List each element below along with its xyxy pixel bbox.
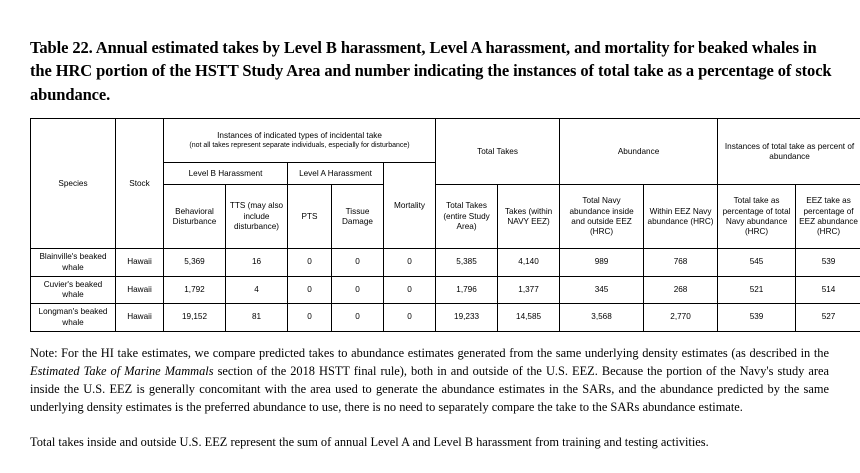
cell-stock: Hawaii bbox=[116, 304, 164, 332]
cell-tissue-damage: 0 bbox=[332, 276, 384, 304]
data-table bbox=[30, 118, 860, 332]
cell-behavioral-disturbance: 1,792 bbox=[164, 276, 226, 304]
group-header-instances-title: Instances of indicated types of incidental take bbox=[217, 131, 382, 141]
cell-total-takes-study-area: 1,796 bbox=[436, 276, 498, 304]
table-note-1 bbox=[30, 345, 829, 417]
cell-species: Cuvier's beaked whale bbox=[31, 276, 116, 304]
column-header-tissue-damage: Tissue Damage bbox=[332, 185, 384, 249]
cell-total-takes-study-area: 19,233 bbox=[436, 304, 498, 332]
table-header bbox=[31, 119, 860, 249]
cell-eez-take-percentage: 514 bbox=[796, 276, 860, 304]
column-header-total-takes-study-area: Total Takes (entire Study Area) bbox=[436, 185, 498, 249]
group-header-instances-percent: Instances of total take as percent of abundance bbox=[718, 119, 860, 185]
group-header-total-takes: Total Takes bbox=[436, 119, 560, 185]
cell-eez-take-percentage: 539 bbox=[796, 249, 860, 277]
group-header-instances bbox=[164, 119, 436, 163]
group-header-abundance: Abundance bbox=[560, 119, 718, 185]
cell-takes-navy-eez: 1,377 bbox=[498, 276, 560, 304]
cell-tts: 81 bbox=[226, 304, 288, 332]
column-header-mortality: Mortality bbox=[384, 163, 436, 249]
cell-within-eez-abundance: 2,770 bbox=[644, 304, 718, 332]
cell-species: Longman's beaked whale bbox=[31, 304, 116, 332]
cell-tts: 16 bbox=[226, 249, 288, 277]
cell-behavioral-disturbance: 19,152 bbox=[164, 304, 226, 332]
cell-mortality: 0 bbox=[384, 276, 436, 304]
column-header-behavioral-disturbance: Behavioral Disturbance bbox=[164, 185, 226, 249]
header-row-groups bbox=[31, 119, 860, 163]
cell-stock: Hawaii bbox=[116, 276, 164, 304]
cell-tissue-damage: 0 bbox=[332, 304, 384, 332]
cell-mortality: 0 bbox=[384, 304, 436, 332]
column-header-stock: Stock bbox=[116, 119, 164, 249]
cell-total-navy-abundance: 345 bbox=[560, 276, 644, 304]
cell-takes-navy-eez: 4,140 bbox=[498, 249, 560, 277]
group-header-instances-subtitle: (not all takes represent separate individuals, especially for disturbance) bbox=[189, 142, 410, 150]
note-1-text-part-1: Note: For the HI take estimates, we compare predicted takes to abundance estimates generated from the same underlying density estimates (as described in the bbox=[30, 345, 829, 360]
cell-total-take-percentage: 521 bbox=[718, 276, 796, 304]
cell-total-take-percentage: 545 bbox=[718, 249, 796, 277]
note-1-text-part-2: section of the 2018 HSTT final rule), both in and outside of the U.S. EEZ. Because the portion of the Navy's study area inside the U.S. EEZ is generally concomitant with the area used to generate the abundance estimates in the SARs, and the abundance predicted by the same underlying density estimates is the preferred abundance to use, there is no need to separately compare the take to the SARs abundance estimate. bbox=[30, 363, 829, 414]
cell-mortality: 0 bbox=[384, 249, 436, 277]
note-1-italic-title: Estimated Take of Marine Mammals bbox=[30, 363, 214, 378]
column-header-takes-navy-eez: Takes (within NAVY EEZ) bbox=[498, 185, 560, 249]
table-row bbox=[31, 304, 860, 332]
table-caption: Table 22. Annual estimated takes by Level B harassment, Level A harassment, and mortality for beaked whales in the HRC portion of the HSTT Study Area and number indicating the instances of total take as a percentage of stock abundance. bbox=[30, 38, 832, 104]
cell-eez-take-percentage: 527 bbox=[796, 304, 860, 332]
column-header-eez-take-percentage: EEZ take as percentage of EEZ abundance (HRC) bbox=[796, 185, 860, 249]
column-header-total-navy-abundance: Total Navy abundance inside and outside EEZ (HRC) bbox=[560, 185, 644, 249]
cell-pts: 0 bbox=[288, 276, 332, 304]
cell-stock: Hawaii bbox=[116, 249, 164, 277]
cell-takes-navy-eez: 14,585 bbox=[498, 304, 560, 332]
table-note-2: Total takes inside and outside U.S. EEZ represent the sum of annual Level A and Level B harassment from training and testing activities. bbox=[30, 434, 709, 449]
cell-within-eez-abundance: 268 bbox=[644, 276, 718, 304]
cell-tissue-damage: 0 bbox=[332, 249, 384, 277]
cell-tts: 4 bbox=[226, 276, 288, 304]
cell-pts: 0 bbox=[288, 304, 332, 332]
subgroup-header-level-b: Level B Harassment bbox=[164, 163, 288, 185]
table-row bbox=[31, 249, 860, 277]
cell-behavioral-disturbance: 5,369 bbox=[164, 249, 226, 277]
column-header-within-eez-abundance: Within EEZ Navy abundance (HRC) bbox=[644, 185, 718, 249]
column-header-pts: PTS bbox=[288, 185, 332, 249]
table-body bbox=[31, 249, 860, 332]
cell-total-navy-abundance: 989 bbox=[560, 249, 644, 277]
cell-total-take-percentage: 539 bbox=[718, 304, 796, 332]
cell-species: Blainville's beaked whale bbox=[31, 249, 116, 277]
cell-within-eez-abundance: 768 bbox=[644, 249, 718, 277]
table-row bbox=[31, 276, 860, 304]
column-header-tts: TTS (may also include disturbance) bbox=[226, 185, 288, 249]
column-header-species: Species bbox=[31, 119, 116, 249]
cell-total-navy-abundance: 3,568 bbox=[560, 304, 644, 332]
cell-total-takes-study-area: 5,385 bbox=[436, 249, 498, 277]
column-header-total-take-percentage: Total take as percentage of total Navy abundance (HRC) bbox=[718, 185, 796, 249]
subgroup-header-level-a: Level A Harassment bbox=[288, 163, 384, 185]
cell-pts: 0 bbox=[288, 249, 332, 277]
